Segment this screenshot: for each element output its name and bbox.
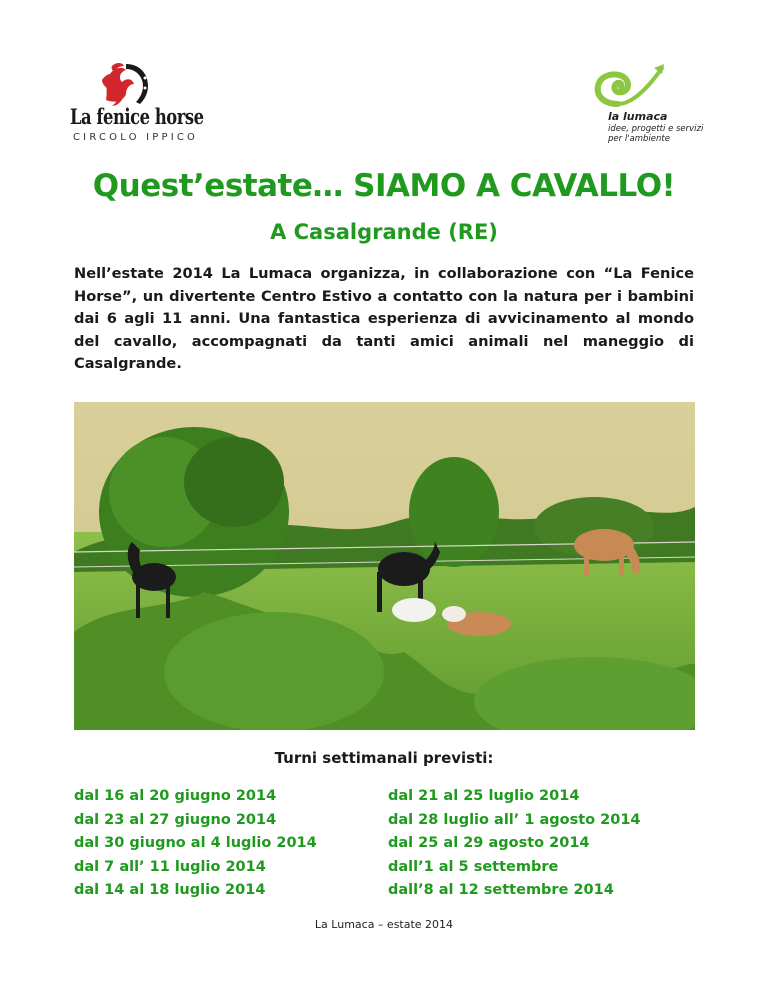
turni-list-left	[74, 785, 317, 903]
la-fenice-horse-name: La fenice horse	[70, 104, 204, 129]
spiral-arrow-icon	[592, 58, 672, 112]
la-fenice-horse-logo	[68, 60, 204, 143]
circolo-ippico-label: CIRCOLO IPPICO	[73, 132, 199, 143]
turni-list-right	[388, 785, 641, 903]
turno-item: dal 7 all’ 11 luglio 2014	[74, 858, 266, 875]
page-subtitle: A Casalgrande (RE)	[270, 220, 498, 244]
page-title: Quest’estate… SIAMO A CAVALLO!	[92, 168, 676, 204]
turno-item: dal 21 al 25 luglio 2014	[388, 788, 580, 804]
turno-item: dal 25 al 29 agosto 2014	[388, 835, 590, 851]
la-lumaca-name: la lumaca	[608, 110, 668, 123]
turno-item: dal 28 luglio all’ 1 agosto 2014	[388, 811, 641, 828]
turno-item: dal 23 al 27 giugno 2014	[74, 811, 277, 828]
turno-item: dal 30 giugno al 4 luglio 2014	[74, 835, 317, 851]
phoenix-horseshoe-icon	[96, 60, 152, 108]
turno-item: dall’8 al 12 settembre 2014	[388, 882, 614, 898]
turno-item: dal 16 al 20 giugno 2014	[74, 788, 277, 804]
horses-photo	[74, 402, 695, 730]
la-lumaca-logo	[592, 58, 712, 148]
la-lumaca-tagline: idee, progetti e servizi per l'ambiente	[608, 124, 704, 144]
turno-item: dall’1 al 5 settembre	[388, 858, 559, 875]
intro-paragraph: Nell’estate 2014 La Lumaca organizza, in collaborazione con “La Fenice Horse”, un divertente Centro Estivo a contatto con la natura per i bambini dai 6 agli 11 anni. Una fantastica esperienza di avvicinamento al mondo del cavallo, accompagnati da tanti amici animali nel maneggio di Casalgrande.	[74, 265, 694, 372]
turno-item: dal 14 al 18 luglio 2014	[74, 882, 266, 898]
page-footer: La Lumaca – estate 2014	[314, 918, 454, 931]
turni-title: Turni settimanali previsti:	[274, 749, 494, 767]
